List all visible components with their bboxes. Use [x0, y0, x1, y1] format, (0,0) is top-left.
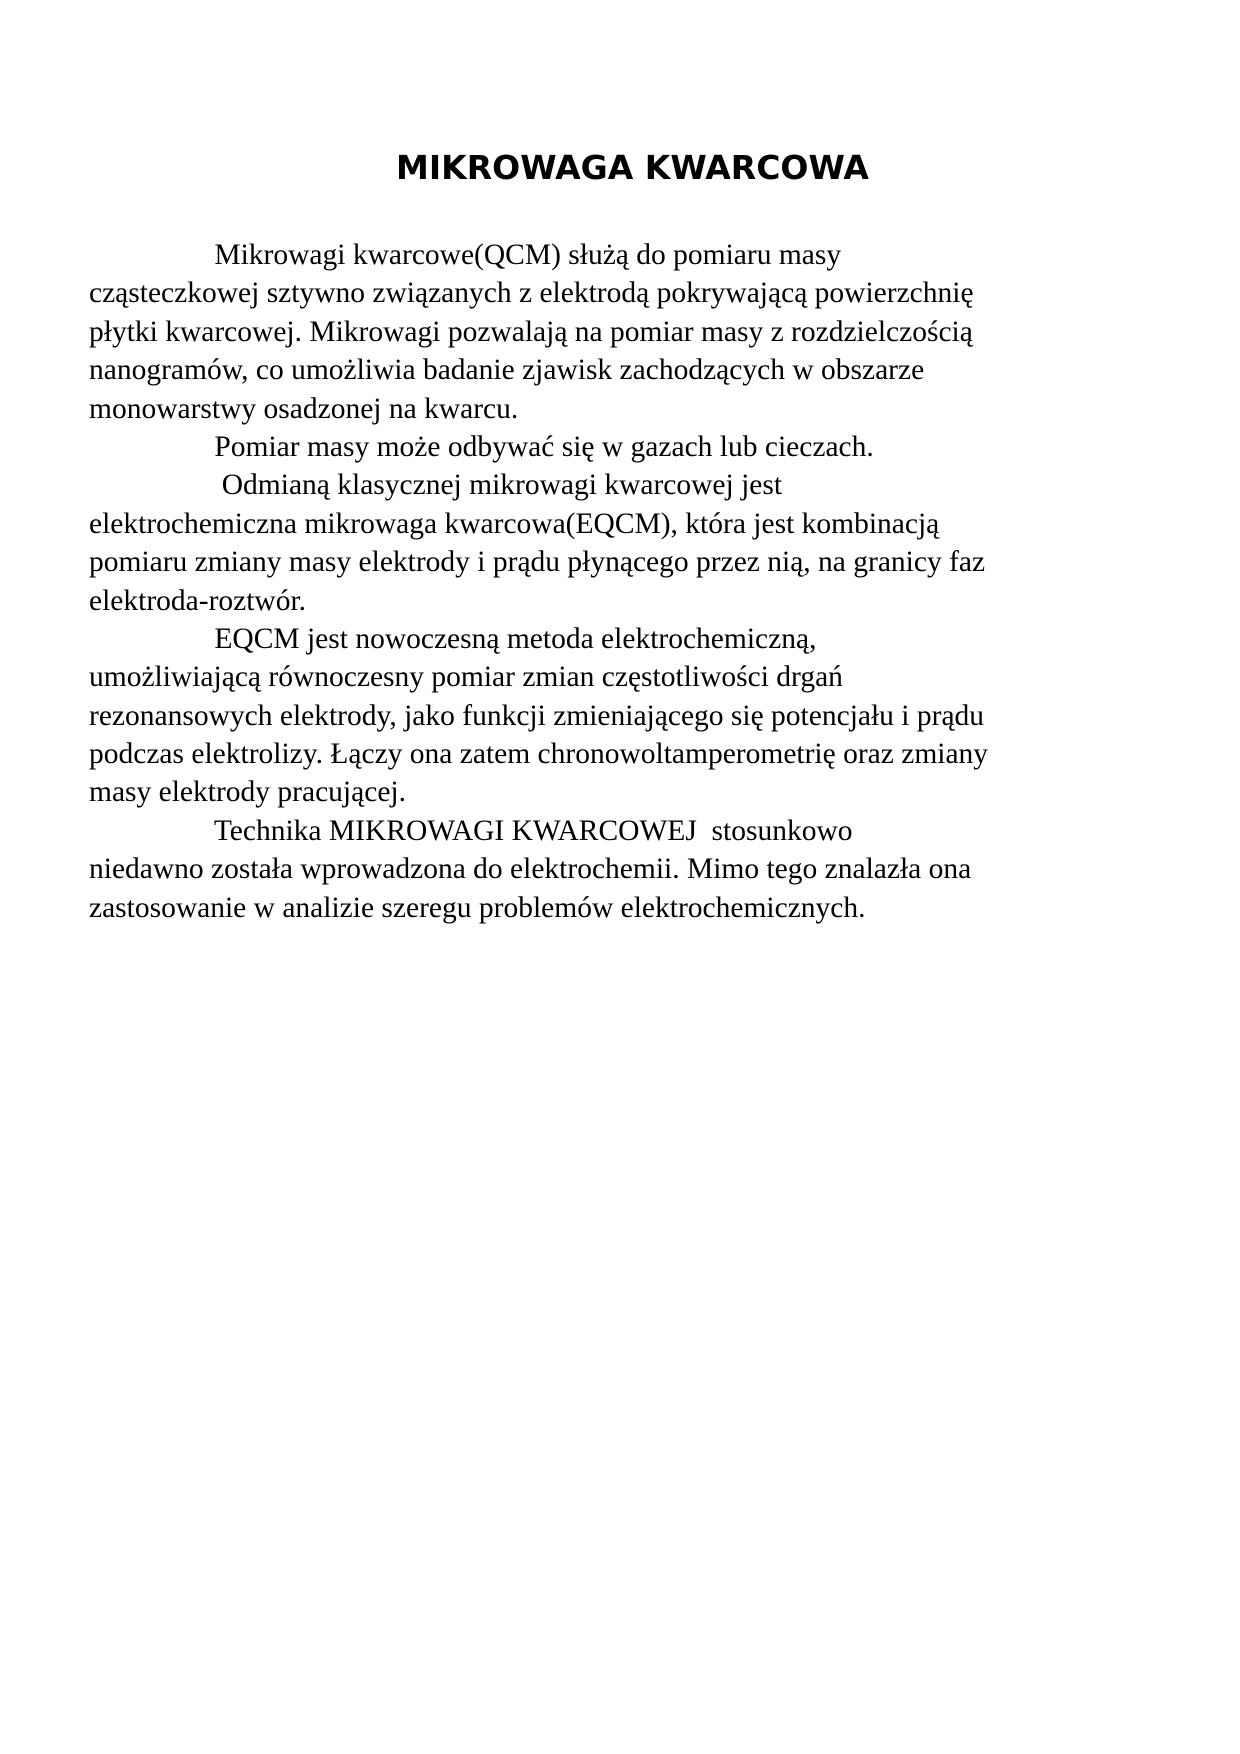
- body-line: podczas elektrolizy. Łączy ona zatem chronowoltamperometrię oraz zmiany: [89, 738, 989, 771]
- body-line: niedawno została wprowadzona do elektrochemii. Mimo tego znalazła ona: [89, 853, 972, 886]
- body-line: płytki kwarcowej. Mikrowagi pozwalają na pomiar masy z rozdzielczością: [89, 315, 973, 348]
- document-body: [89, 236, 1169, 927]
- body-line: masy elektrody pracującej.: [89, 776, 406, 809]
- body-line: rezonansowych elektrody, jako funkcji zmieniającego się potencjału i prądu: [89, 699, 985, 732]
- body-line: nanogramów, co umożliwia badanie zjawisk zachodzących w obszarze: [89, 354, 925, 387]
- body-line: umożliwiającą równoczesny pomiar zmian częstotliwości drgań: [89, 661, 843, 694]
- body-line: zastosowanie w analizie szeregu problemów elektrochemicznych.: [89, 891, 866, 924]
- body-line: pomiaru zmiany masy elektrody i prądu płynącego przez nią, na granicy faz: [89, 546, 986, 579]
- body-line: elektrochemiczna mikrowaga kwarcowa(EQCM), która jest kombinacją: [89, 507, 940, 540]
- body-line: EQCM jest nowoczesną metoda elektrochemiczną,: [89, 622, 817, 655]
- body-line: Mikrowagi kwarcowe(QCM) służą do pomiaru masy: [89, 239, 842, 271]
- document-title: MIKROWAGA KWARCOWA: [396, 148, 869, 187]
- body-line: Technika MIKROWAGI KWARCOWEJ stosunkowo: [89, 814, 853, 847]
- body-line: monowarstwy osadzonej na kwarcu.: [89, 392, 519, 425]
- body-line: elektroda-roztwór.: [89, 584, 307, 617]
- body-line: cząsteczkowej sztywno związanych z elektrodą pokrywającą powierzchnię: [89, 277, 974, 310]
- body-line: Odmianą klasycznej mikrowagi kwarcowej jest: [89, 469, 783, 502]
- body-line: Pomiar masy może odbywać się w gazach lub cieczach.: [89, 430, 874, 463]
